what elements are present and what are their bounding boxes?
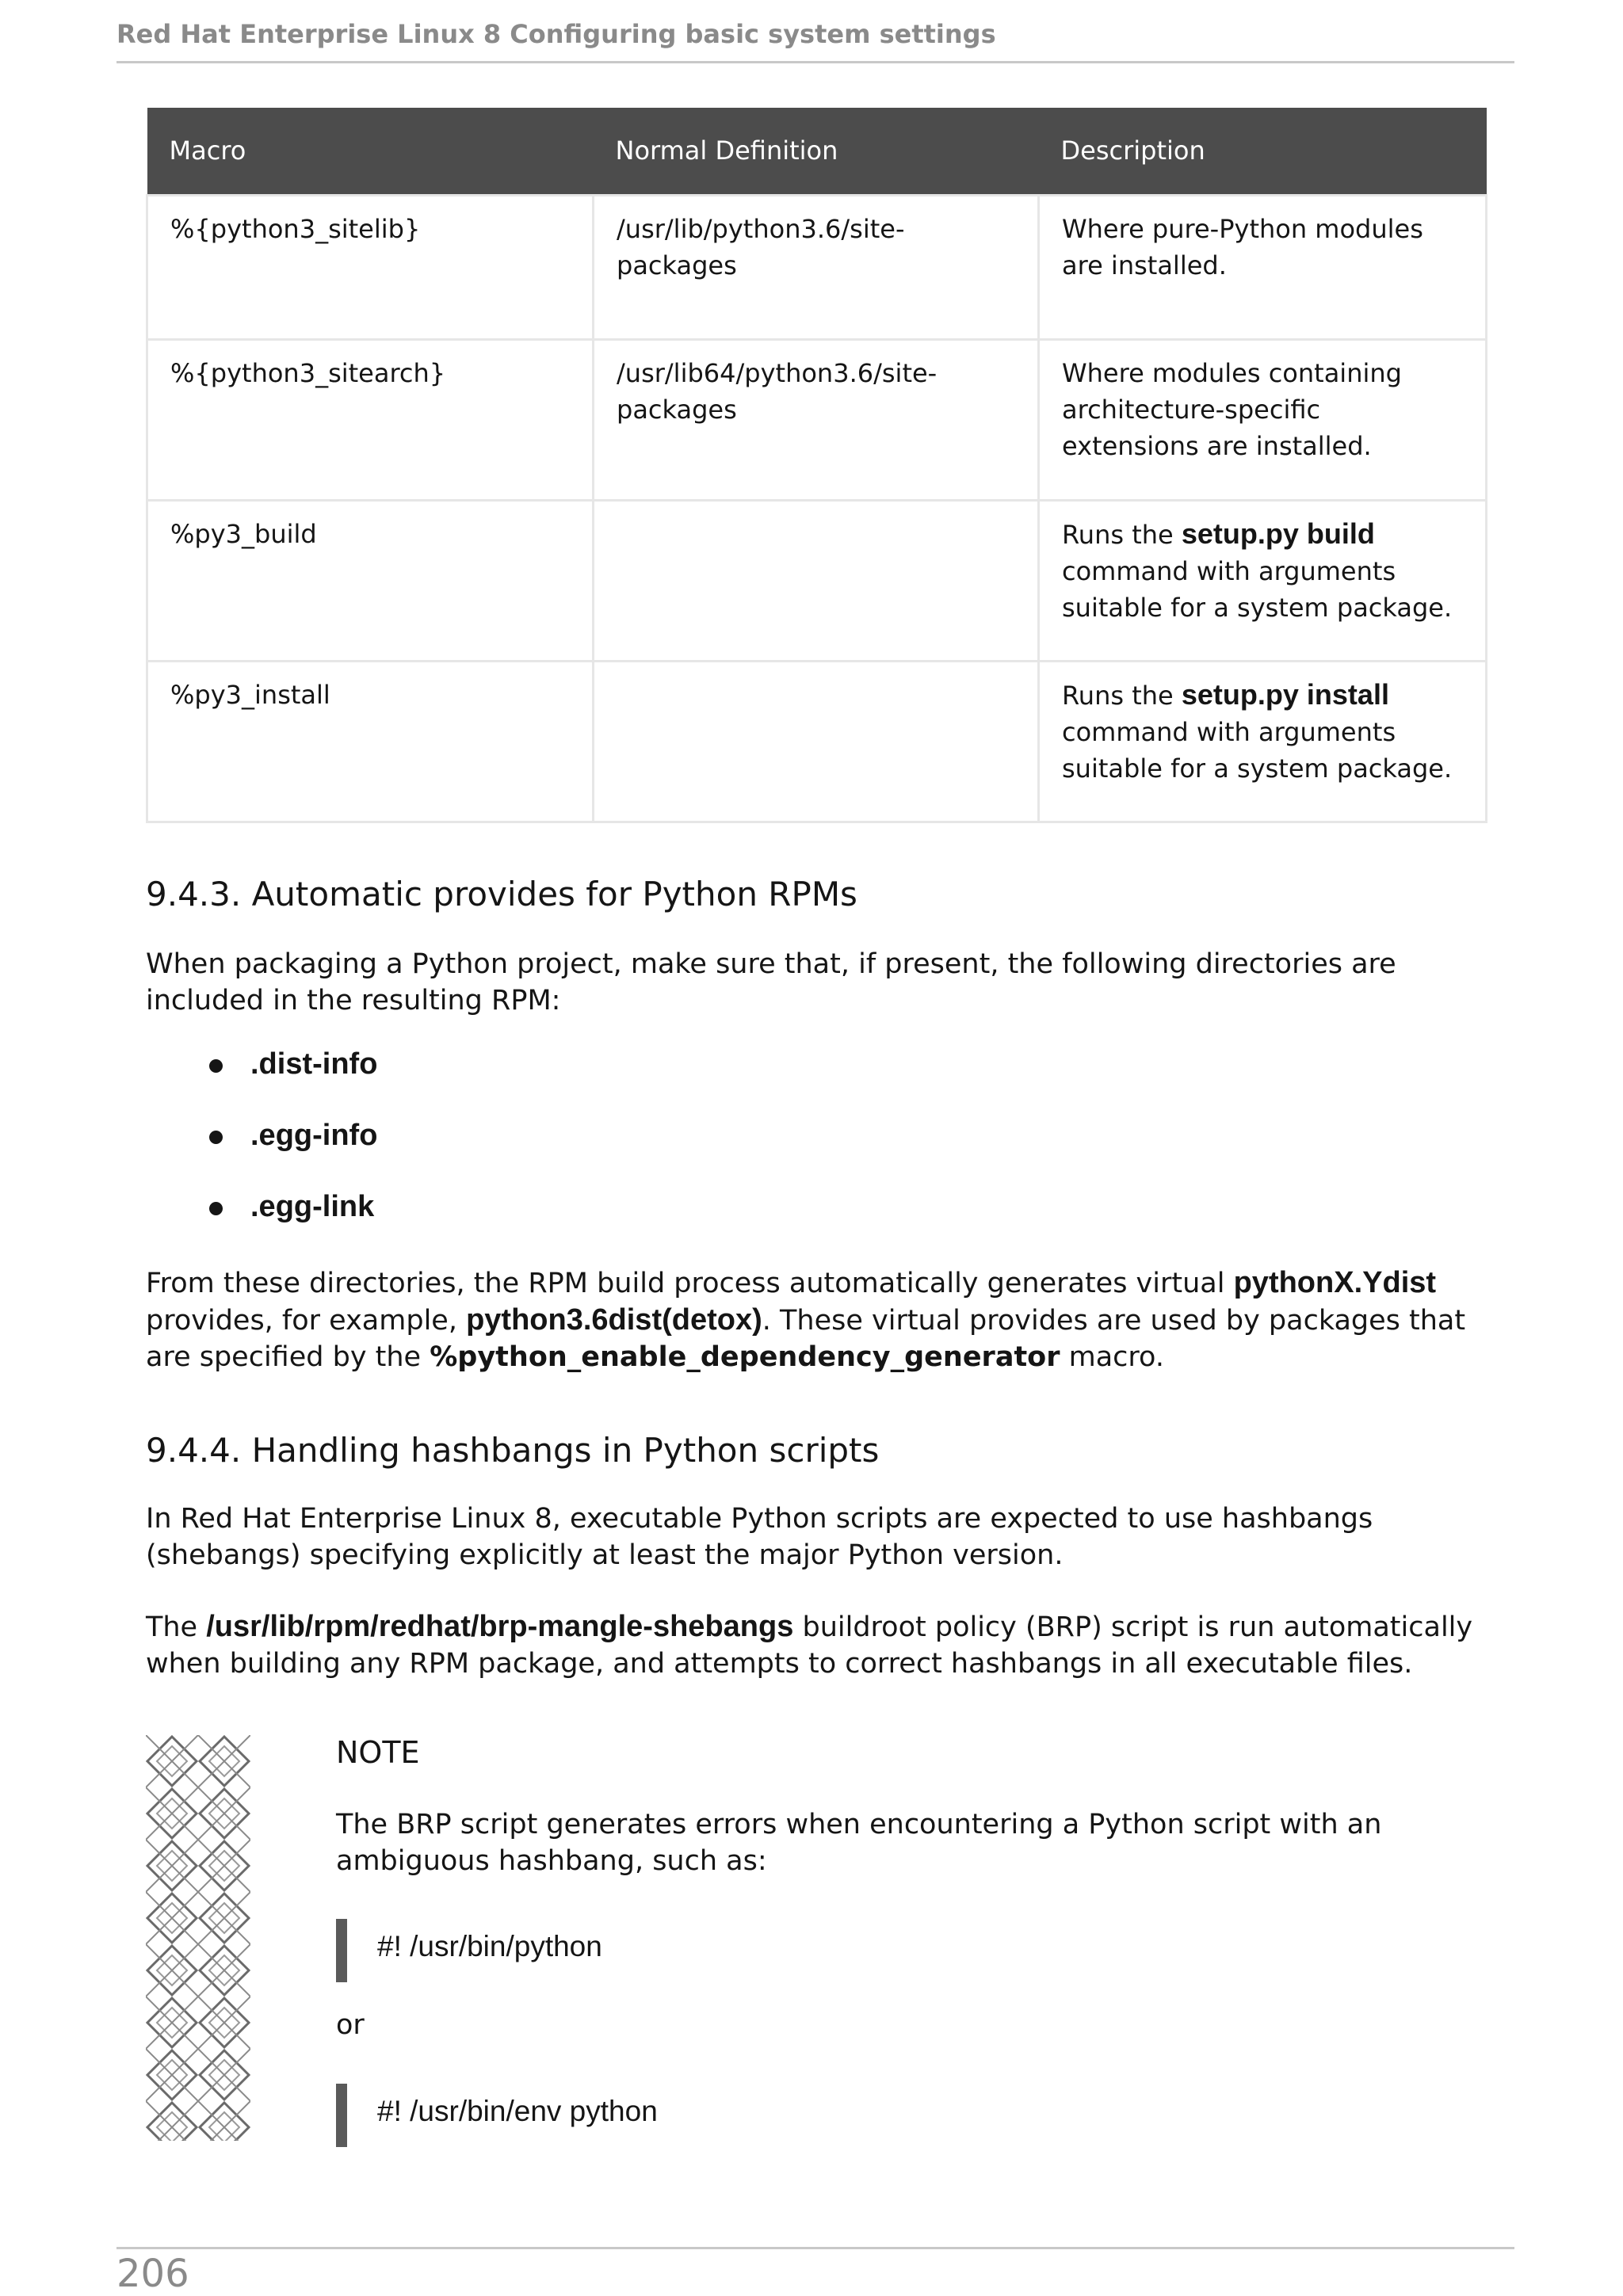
cell-description (1039, 661, 1487, 822)
bullet-icon (209, 1202, 223, 1215)
page-footer (116, 2247, 1514, 2249)
paragraph-text: From these directories, the RPM build process automatically generates virtual (146, 1268, 1234, 1299)
table-header-row (147, 108, 1487, 195)
paragraph-text: buildroot policy (BRP) script is run automatically when building any RPM package, and attempts to correct hashbangs in all executable files. (146, 1611, 1473, 1680)
column-header-description: Description (1039, 108, 1487, 195)
paragraph-text: The (146, 1611, 207, 1643)
bullet-icon (209, 1131, 223, 1144)
paragraph-text: . These virtual provides are used by packages that are specified by the (146, 1305, 1466, 1373)
note-text: The BRP script generates errors when encountering a Python script with an ambiguous hashbang, such as: (336, 1809, 1382, 1877)
cell-description (1039, 500, 1487, 661)
list-item-text: .dist-info (250, 1047, 378, 1081)
page-header (116, 16, 1514, 63)
cell-definition: /usr/lib/python3.6/site-packages (594, 195, 1039, 339)
or-text: or (336, 2009, 365, 2041)
code-block-bar (336, 2084, 347, 2147)
section-intro: When packaging a Python project, make sure that, if present, the following directories are included in the resulting RPM: (146, 948, 1396, 1016)
table-row (147, 339, 1487, 500)
description-text: Where pure-Python modules are installed. (1062, 213, 1423, 280)
code-block (336, 2084, 970, 2147)
section-heading-automatic-provides: 9.4.3. Automatic provides for Python RPMs (146, 875, 857, 913)
command-text: setup.py install (1181, 677, 1389, 711)
cell-definition (594, 500, 1039, 661)
paragraph-text: macro. (1060, 1341, 1164, 1373)
column-header-macro: Macro (147, 108, 594, 195)
provides-paragraph (146, 1264, 1493, 1375)
cell-definition: /usr/lib64/python3.6/site-packages (594, 339, 1039, 500)
list-item-text: .egg-link (250, 1190, 375, 1223)
cell-macro: %py3_install (147, 661, 594, 822)
brp-paragraph (146, 1608, 1493, 1682)
list-item (146, 1119, 780, 1158)
paragraph-text: provides, for example, (146, 1305, 467, 1337)
code-text: #! /usr/bin/python (377, 1930, 602, 1962)
section-heading-hashbangs: 9.4.4. Handling hashbangs in Python scripts (146, 1431, 880, 1470)
description-text: Runs the (1062, 519, 1182, 550)
note-title: NOTE (336, 1735, 420, 1770)
code-text: #! /usr/bin/env python (377, 2095, 658, 2127)
description-text: command with arguments suitable for a system package. (1062, 716, 1453, 784)
inline-code: python3.6dist(detox) (466, 1303, 762, 1337)
bullet-icon (209, 1059, 223, 1073)
table-row (147, 195, 1487, 339)
cell-definition (594, 661, 1039, 822)
document-title: Red Hat Enterprise Linux 8 Configuring basic system settings (116, 19, 996, 49)
inline-macro: %python_enable_dependency_generator (430, 1341, 1060, 1373)
note-pattern-icon (146, 1735, 250, 2141)
page-number: 206 (116, 2252, 189, 2296)
inline-code: pythonX.Ydist (1233, 1266, 1437, 1299)
column-header-definition: Normal Definition (594, 108, 1039, 195)
command-text: setup.py build (1181, 517, 1375, 550)
inline-code: /usr/lib/rpm/redhat/brp-mangle-shebangs (206, 1610, 794, 1643)
table-row (147, 500, 1487, 661)
list-item-text: .egg-info (250, 1119, 378, 1152)
cell-macro: %{python3_sitearch} (147, 339, 594, 500)
code-block-bar (336, 1919, 347, 1982)
description-text: Where modules containing architecture-specific extensions are installed. (1062, 357, 1402, 461)
list-item (146, 1190, 780, 1230)
code-block (336, 1919, 970, 1982)
macros-table (146, 108, 1487, 823)
cell-description (1039, 195, 1487, 339)
section-intro: In Red Hat Enterprise Linux 8, executable Python scripts are expected to use hashbangs (shebangs) specifying explicitly at least the major Python version. (146, 1503, 1373, 1571)
cell-macro: %py3_build (147, 500, 594, 661)
cell-macro: %{python3_sitelib} (147, 195, 594, 339)
description-text: command with arguments suitable for a system package. (1062, 555, 1453, 623)
table-row (147, 661, 1487, 822)
description-text: Runs the (1062, 680, 1182, 711)
list-item (146, 1047, 780, 1087)
cell-description (1039, 339, 1487, 500)
